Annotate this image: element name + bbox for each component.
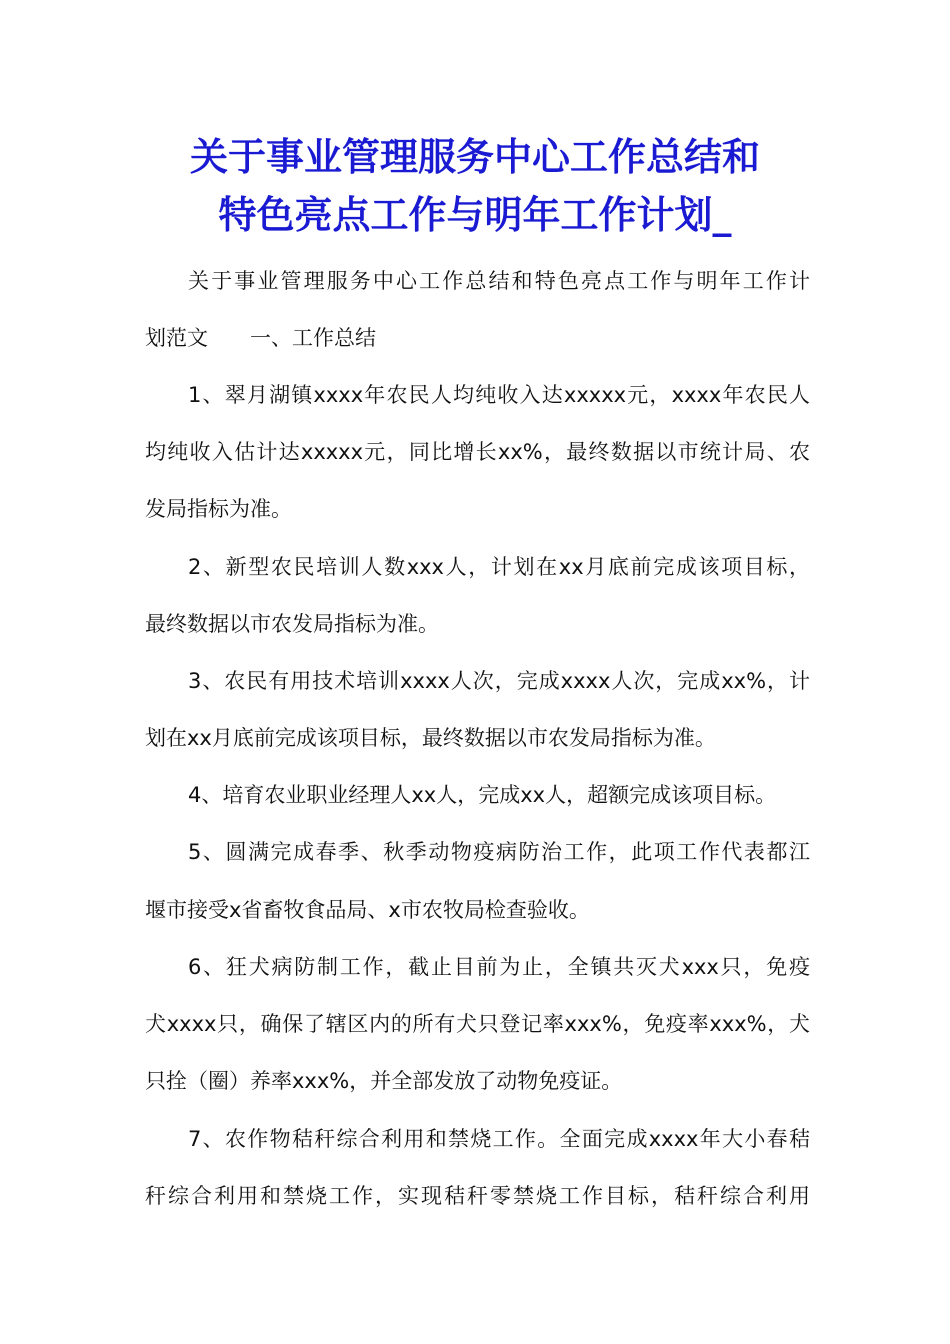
item-4-line-1: 4、培育农业职业经理人xx人，完成xx人，超额完成该项目标。 (188, 783, 777, 807)
item-1-line-1: 1、翠月湖镇xxxx年农民人均纯收入达xxxxx元，xxxx年农民人 (188, 383, 810, 407)
item-6-line-1: 6、狂犬病防制工作，截止目前为止，全镇共灭犬xxx只，免疫 (188, 955, 810, 979)
item-2-line-2: 最终数据以市农发局指标为准。 (145, 612, 439, 636)
item-3-line-1: 3、农民有用技术培训xxxx人次，完成xxxx人次，完成xx%，计 (188, 669, 810, 693)
intro-line-2: 划范文 一、工作总结 (145, 326, 376, 350)
item-1-line-2: 均纯收入估计达xxxxx元，同比增长xx%，最终数据以市统计局、农 (145, 440, 810, 464)
intro-line-1: 关于事业管理服务中心工作总结和特色亮点工作与明年工作计 (188, 269, 810, 293)
item-5-line-2: 堰市接受x省畜牧食品局、x市农牧局检查验收。 (145, 898, 590, 922)
item-6-line-2: 犬xxxx只，确保了辖区内的所有犬只登记率xxx%，免疫率xxx%，犬 (145, 1012, 810, 1036)
item-1-line-3: 发局指标为准。 (145, 497, 292, 521)
item-7-line-1: 7、农作物秸秆综合利用和禁烧工作。全面完成xxxx年大小春秸 (188, 1127, 810, 1151)
title-line-2: 特色亮点工作与明年工作计划_ (218, 192, 732, 237)
item-6-line-3: 只拴（圈）养率xxx%，并全部发放了动物免疫证。 (145, 1069, 623, 1093)
item-7-line-2: 秆综合利用和禁烧工作，实现秸秆零禁烧工作目标，秸秆综合利用 (145, 1184, 810, 1208)
document-title (120, 128, 830, 244)
title-line-1: 关于事业管理服务中心工作总结和 (189, 134, 760, 179)
item-5-line-1: 5、圆满完成春季、秋季动物疫病防治工作，此项工作代表都江 (188, 840, 810, 864)
item-2-line-1: 2、新型农民培训人数xxx人，计划在xx月底前完成该项目标， (188, 555, 810, 579)
item-3-line-2: 划在xx月底前完成该项目标，最终数据以市农发局指标为准。 (145, 726, 716, 750)
